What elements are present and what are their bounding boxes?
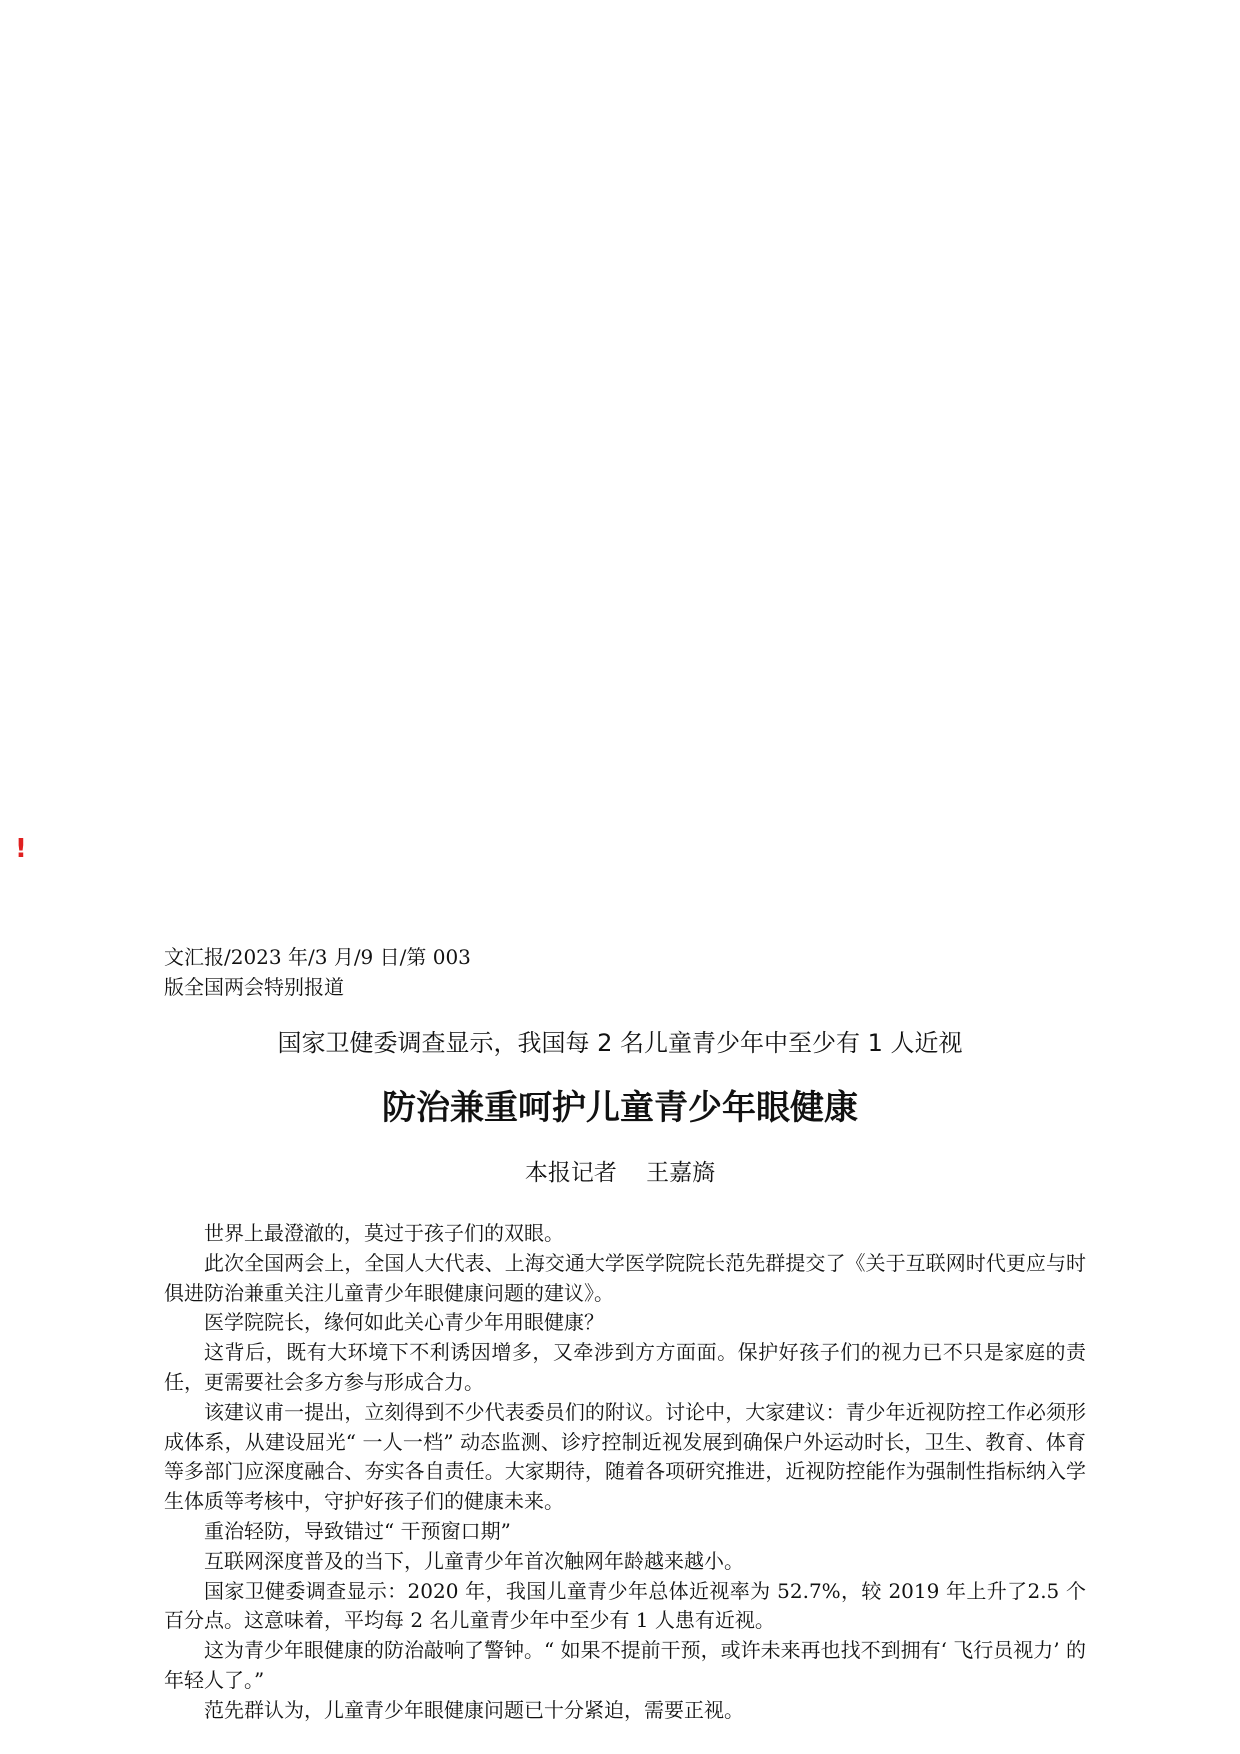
paragraph: 互联网深度普及的当下，儿童青少年首次触网年龄越来越小。 xyxy=(204,1548,744,1573)
paragraph: 这为青少年眼健康的防治敲响了警钟。“ 如果不提前干预，或许未来再也找不到拥有‘ 飞行员视力’ 的年轻人了。” xyxy=(164,1638,1087,1692)
source-line-1: 文汇报/2023 年/3 月/9 日/第 003 xyxy=(164,945,471,969)
paragraph: 该建议甫一提出，立刻得到不少代表委员们的附议。讨论中，大家建议：青少年近视防控工作必须形成体系，从建设屈光“ 一人一档” 动态监测、诊疗控制近视发展到确保户外运动时长，卫生、教育、体育等多部门应深度融合、夯实各自责任。大家期待，随着各项研究推进，近视防控能作为强制性指标纳入学生体质等考核中，守护好孩子们的健康未来。 xyxy=(164,1399,1086,1514)
section-heading: 重治轻防，导致错过“ 干预窗口期” xyxy=(204,1518,511,1543)
source-line xyxy=(164,942,564,1002)
paragraph: 医学院院长，缘何如此关心青少年用眼健康？ xyxy=(204,1310,604,1335)
paragraph: 国家卫健委调查显示：2020 年，我国儿童青少年总体近视率为 52.7%，较 2019 年上升了2.5 个百分点。这意味着，平均每 2 名儿童青少年中至少有 1 人患有近视。 xyxy=(164,1578,1086,1633)
paragraph: 世界上最澄澈的，莫过于孩子们的双眼。 xyxy=(204,1221,564,1245)
article-body xyxy=(164,1219,1086,1726)
paragraph: 范先群认为，儿童青少年眼健康问题已十分紧迫，需要正视。 xyxy=(204,1697,744,1722)
article-title: 防治兼重呵护儿童青少年眼健康 xyxy=(382,1088,858,1128)
article-byline: 本报记者 王嘉旖 xyxy=(524,1160,716,1186)
warning-mark-icon: ! xyxy=(15,834,27,864)
article-subtitle: 国家卫健委调查显示，我国每 2 名儿童青少年中至少有 1 人近视 xyxy=(277,1029,963,1057)
paragraph: 这背后，既有大环境下不利诱因增多，又牵涉到方方面面。保护好孩子们的视力已不只是家庭的责任，更需要社会多方参与形成合力。 xyxy=(164,1340,1086,1394)
paragraph: 此次全国两会上，全国人大代表、上海交通大学医学院院长范先群提交了《关于互联网时代更应与时俱进防治兼重关注儿童青少年眼健康问题的建议》。 xyxy=(164,1250,1086,1305)
source-line-2: 版全国两会特别报道 xyxy=(164,975,344,999)
